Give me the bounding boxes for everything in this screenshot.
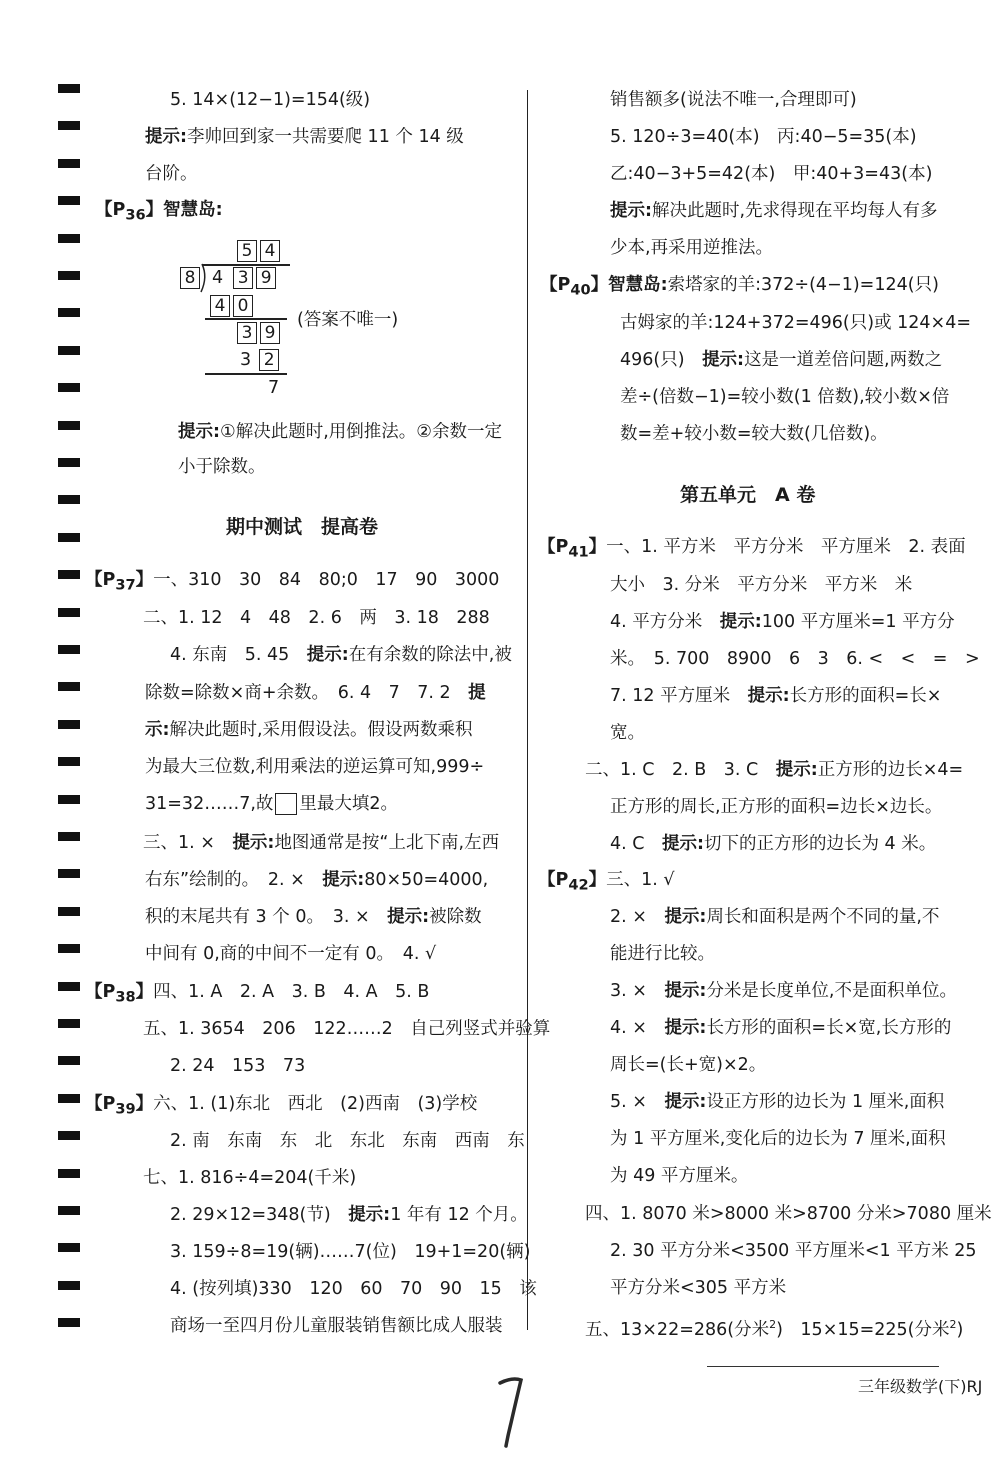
answer-line: 【$P_{42}$】三、1. √ [538,870,675,894]
binding-mark [58,757,80,766]
binding-mark [58,121,80,130]
binding-mark [58,982,80,991]
answer-line: 商场一至四月份儿童服装销售额比成人服装 [170,1316,503,1336]
hint-line: 小于除数。 [178,457,266,477]
hint-line: 提示:李帅回到家一共需要爬 11 个 14 级 [145,127,464,147]
digit-box: 3 [237,322,257,344]
answer-line: 二、1. 12 4 48 2. 6 两 3. 18 288 [143,608,490,628]
answer-line: 2. 24 153 73 [170,1056,306,1076]
answer-line: 台阶。 [145,164,198,184]
answer-line: 销售额多(说法不唯一,合理即可) [610,90,857,110]
binding-mark [58,682,80,691]
answer-line: 为最大三位数,利用乘法的逆运算可知,999÷ [145,757,485,777]
column-divider [527,90,528,1330]
binding-mark [58,795,80,804]
binding-mark [58,608,80,617]
digit-box: 9 [256,267,276,289]
binding-mark [58,421,80,430]
answer-line: 3. × 提示:分米是长度单位,不是面积单位。 [610,981,957,1001]
answer-line: 4. 东南 5. 45 提示:在有余数的除法中,被 [170,645,512,665]
answer-line: 正方形的周长,正方形的面积=边长×边长。 [610,797,943,817]
handwritten-page-number [494,1371,528,1449]
binding-mark [58,645,80,654]
binding-mark [58,495,80,504]
binding-mark [58,308,80,317]
section-ref: 【$P_{36}$】智慧岛: [95,200,223,224]
section-title: 期中测试 提高卷 [226,516,379,538]
digit-box: 8 [180,267,200,289]
answer-line: 4. 平方分米 提示:100 平方厘米=1 平方分 [610,612,955,632]
binding-mark [58,1094,80,1103]
answer-line: 米。 5. 700 8900 6 3 6. < < = > [610,649,980,669]
footer-label: 三年级数学(下)RJ [858,1377,983,1396]
answer-line: 【$P_{37}$】一、310 30 84 80;0 17 90 3000 [85,570,500,594]
answer-line: 数=差+较小数=较大数(几倍数)。 [620,424,888,444]
digit-box: 4 [260,240,280,262]
page-number [494,1371,528,1453]
answer-line: 【$P_{38}$】四、1. A 2. A 3. B 4. A 5. B [85,982,430,1006]
binding-mark [58,458,80,467]
binding-mark [58,159,80,168]
answer-line: 2. × 提示:周长和面积是两个不同的量,不 [610,907,940,927]
answer-line: 4. (按列填)330 120 60 70 90 15 该 [170,1279,537,1299]
note: (答案不唯一) [297,310,399,330]
binding-mark [58,570,80,579]
division-bracket [198,263,210,293]
footer-rule [707,1366,939,1367]
hint-line: 提示:解决此题时,先求得现在平均每人有多 [610,201,938,221]
binding-mark [58,1131,80,1140]
answer-line: 31=32……7,故 里最大填2。 [145,794,399,814]
answer-line: 乙:40−3+5=42(本) 甲:40+3=43(本) [610,164,933,184]
binding-mark [58,84,80,93]
answer-line: 中间有 0,商的中间不一定有 0。 4. √ [145,944,437,964]
binding-mark [58,832,80,841]
binding-mark [58,234,80,243]
answer-line: 【$P_{39}$】六、1. (1)东北 西北 (2)西南 (3)学校 [85,1094,478,1118]
binding-mark [58,1056,80,1065]
answer-line: 五、13×22=286(分米$^2$) 15×15=225(分米$^2$) [585,1318,964,1340]
answer-line: 2. 30 平方分米<3500 平方厘米<1 平方米 25 [610,1241,977,1261]
subtraction-line [205,318,287,320]
hint-line: 提示:①解决此题时,用倒推法。②余数一定 [178,422,502,442]
answer-line: 二、1. C 2. B 3. C 提示:正方形的边长×4= [585,760,964,780]
answer-line: 能进行比较。 [610,944,715,964]
binding-mark [58,944,80,953]
binding-mark [58,533,80,542]
answer-line: 为 1 平方厘米,变化后的边长为 7 厘米,面积 [610,1129,946,1149]
answer-line: 右东”绘制的。 2. × 提示:80×50=4000, [145,870,489,890]
answer-line: 差÷(倍数−1)=较小数(1 倍数),较小数×倍 [620,387,950,407]
answer-line: 【$P_{41}$】一、1. 平方米 平方分米 平方厘米 2. 表面 [538,537,966,561]
answer-line: 3. 159÷8=19(辆)……7(位) 19+1=20(辆) [170,1242,531,1262]
answer-line: 古姆家的羊:124+372=496(只)或 124×4= [620,313,972,333]
binding-mark [58,1169,80,1178]
binding-mark [58,346,80,355]
answer-line: 三、1. × 提示:地图通常是按“上北下南,左西 [143,833,500,853]
answer-line: 4. C 提示:切下的正方形的边长为 4 米。 [610,834,937,854]
answer-line: 7. 12 平方厘米 提示:长方形的面积=长× [610,686,942,706]
answer-line: 4. × 提示:长方形的面积=长×宽,长方形的 [610,1018,952,1038]
digit-box: 9 [260,322,280,344]
binding-mark [58,720,80,729]
digit-box: 0 [233,295,253,317]
answer-line: 2. 29×12=348(节) 提示:1 年有 12 个月。 [170,1205,528,1225]
subtraction-line [205,373,287,375]
answer-line: 【$P_{40}$】智慧岛:索塔家的羊:372÷(4−1)=124(只) [540,275,939,299]
answer-line: 宽。 [610,723,645,743]
digit-box: 5 [237,240,257,262]
binding-mark [58,271,80,280]
binding-mark [58,1281,80,1290]
digit-box: 4 [210,295,230,317]
answer-line: 5. 14×(12−1)=154(级) [170,90,371,110]
digit-box: 3 [233,267,253,289]
remainder: 7 [268,378,280,398]
answer-line: 5. 120÷3=40(本) 丙:40−5=35(本) [610,127,917,147]
digit-box: 2 [259,349,279,371]
answer-line: 积的末尾共有 3 个 0。 3. × 提示:被除数 [145,907,482,927]
binding-mark [58,1206,80,1215]
binding-mark [58,383,80,392]
blank-box [275,793,297,815]
binding-mark [58,869,80,878]
answer-line: 五、1. 3654 206 122……2 自己列竖式并验算 [143,1019,551,1039]
binding-mark [58,1318,80,1327]
binding-mark [58,196,80,205]
answer-line: 为 49 平方厘米。 [610,1166,749,1186]
answer-line: 四、1. 8070 米>8000 米>8700 分米>7080 厘米 [585,1204,992,1224]
answer-line: 七、1. 816÷4=204(千米) [143,1168,357,1188]
section-title: 第五单元 A 卷 [680,484,816,506]
answer-line: 示:解决此题时,采用假设法。假设两数乘积 [145,720,473,740]
hint-line: 少本,再采用逆推法。 [610,238,774,258]
binding-mark [58,1243,80,1252]
answer-line: 周长=(长+宽)×2。 [610,1055,767,1075]
answer-line: 2. 南 东南 东 北 东北 东南 西南 东 [170,1131,525,1151]
answer-line: 除数=除数×商+余数。 6. 4 7 7. 2 提 [145,683,486,703]
answer-line: 5. × 提示:设正方形的边长为 1 厘米,面积 [610,1092,945,1112]
answer-line: 大小 3. 分米 平方分米 平方米 米 [610,575,913,595]
answer-line: 496(只) 提示:这是一道差倍问题,两数之 [620,350,943,370]
binding-mark [58,1019,80,1028]
binding-mark [58,907,80,916]
answer-line: 平方分米<305 平方米 [610,1278,787,1298]
